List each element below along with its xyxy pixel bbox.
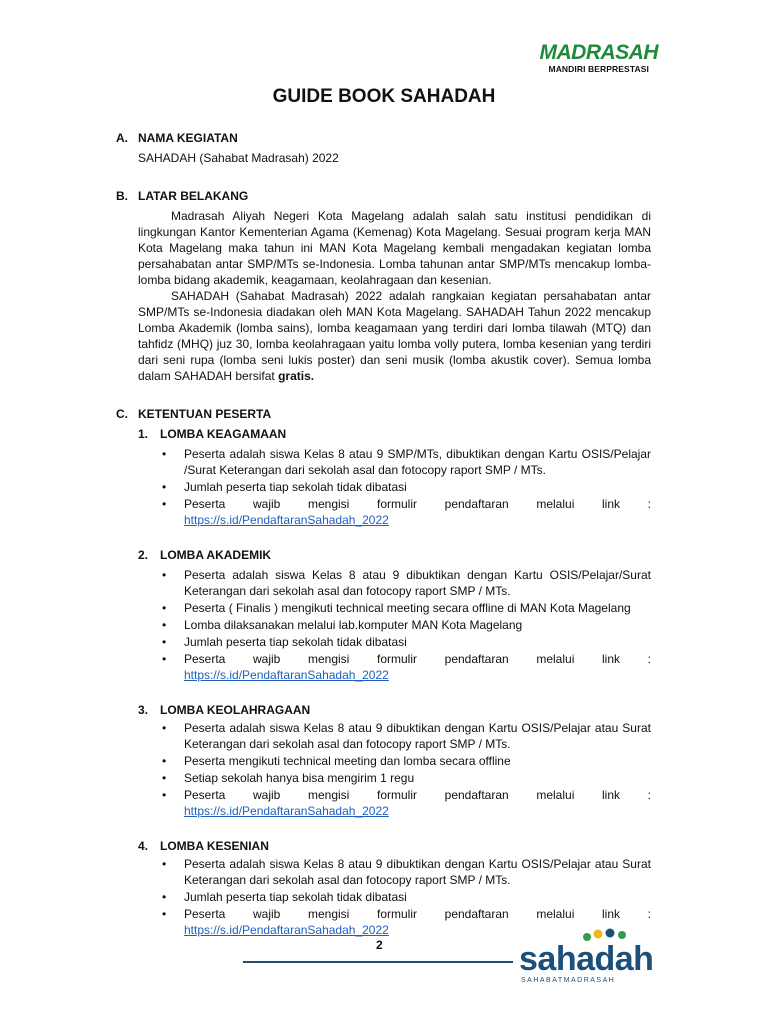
section-a-heading [116, 130, 651, 146]
list-item: • Peserta mengikuti technical meeting dan lomba secara offline [184, 753, 651, 769]
section-a-text: SAHADAH (Sahabat Madrasah) 2022 [138, 151, 339, 165]
list-item: • Jumlah peserta tiap sekolah tidak dibatasi [184, 479, 651, 495]
subsection-kesenian-title: LOMBA KESENIAN [160, 839, 269, 853]
list-item: • Lomba dilaksanakan melalui lab.komputer MAN Kota Magelang [184, 617, 651, 633]
subsection-keagamaan-heading [116, 426, 651, 442]
list-item: • Peserta adalah siswa Kelas 8 atau 9 dibuktikan dengan Kartu OSIS/Pelajar/Surat Keterangan dari sekolah asal dan fotocopy raport SMP / MTs. [184, 567, 651, 599]
subsection-keagamaan-num: 1. [138, 427, 149, 441]
list-item: • Peserta ( Finalis ) mengikuti technical meeting secara offline di MAN Kota Magelang [184, 600, 651, 616]
subsection-akademik-title: LOMBA AKADEMIK [160, 548, 272, 562]
registration-text: • Peserta wajib mengisi formulir pendaftaran melalui link : [184, 652, 651, 666]
subsection-keolahragaan-title: LOMBA KEOLAHRAGAAN [160, 703, 311, 717]
list-item: • Jumlah peserta tiap sekolah tidak dibatasi [184, 889, 651, 905]
background-paragraph-2 [116, 288, 651, 384]
section-a-letter: A. [116, 131, 128, 145]
sahadah-logo [519, 928, 659, 988]
registration-link[interactable]: https://s.id/PendaftaranSahadah_2022 [184, 923, 389, 937]
document-body [116, 130, 651, 939]
section-c-title: KETENTUAN PESERTA [138, 407, 272, 421]
section-a-title: NAMA KEGIATAN [138, 131, 238, 145]
section-c-letter: C. [116, 407, 128, 421]
registration-text: • Peserta wajib mengisi formulir pendaftaran melalui link : [184, 788, 651, 802]
footer-divider [243, 961, 513, 963]
background-paragraph-2-text: SAHADAH (Sahabat Madrasah) 2022 adalah rangkaian kegiatan persahabatan antar SMP/MTs se-Indonesia diadakan oleh MAN Kota Magelang. SAHADAH Tahun 2022 mencakup Lomba Akademik (lomba sains), lomba keagamaan yang terdiri dari lomba tilawah (MTQ) dan tahfidz (MHQ) juz 30, lomba keolahragaan yaitu lomba volly putera, lomba kesenian yang terdiri dari seni rupa (lomba seni lukis poster) dan seni musik (lomba akustik cover). Semua lomba dalam SAHADAH bersifat [138, 289, 651, 383]
sahadah-logo-subtitle: SAHABATMADRASAH [521, 977, 616, 984]
list-item [184, 651, 651, 683]
sahadah-logo-word: sahadah [519, 940, 654, 978]
akademik-list [116, 567, 651, 683]
registration-link[interactable]: https://s.id/PendaftaranSahadah_2022 [184, 804, 389, 818]
document-title: GUIDE BOOK SAHADAH [272, 86, 496, 107]
list-item: • Peserta adalah siswa Kelas 8 atau 9 dibuktikan dengan Kartu OSIS/Pelajar atau Surat Keterangan dari sekolah asal dan fotocopy raport SMP / MTs. [184, 720, 651, 752]
registration-text: • Peserta wajib mengisi formulir pendaftaran melalui link : [184, 907, 651, 921]
list-item [184, 496, 651, 528]
subsection-keolahragaan-heading [116, 702, 651, 718]
subsection-kesenian-num: 4. [138, 839, 149, 853]
list-item: • Setiap sekolah hanya bisa mengirim 1 regu [184, 770, 651, 786]
list-item: • Jumlah peserta tiap sekolah tidak dibatasi [184, 634, 651, 650]
section-b-heading [116, 188, 651, 204]
subsection-keagamaan-title: LOMBA KEAGAMAAN [160, 427, 287, 441]
section-b-title: LATAR BELAKANG [138, 189, 249, 203]
madrasah-logo [540, 42, 659, 74]
registration-link[interactable]: https://s.id/PendaftaranSahadah_2022 [184, 513, 389, 527]
subsection-akademik-heading [116, 547, 651, 563]
madrasah-tagline: MANDIRI BERPRESTASI [548, 64, 649, 74]
subsection-keolahragaan-num: 3. [138, 703, 149, 717]
section-b-letter: B. [116, 189, 128, 203]
keagamaan-list [116, 446, 651, 528]
section-c-heading [116, 406, 651, 422]
background-paragraph-2-bold: gratis. [278, 369, 315, 383]
registration-text: • Peserta wajib mengisi formulir pendaftaran melalui link : [184, 497, 651, 511]
background-paragraph-1: Madrasah Aliyah Negeri Kota Magelang adalah salah satu institusi pendidikan di lingkungan Kantor Kementerian Agama (Kemenag) Kota Magelang. Sesuai program kerja MAN Kota Magelang maka tahun ini MAN Kota Magelang kembali mengadakan kegiatan lomba persahabatan antar SMP/MTs se-Indonesia. Lomba tahunan antar SMP/MTs mencakup lomba-lomba bidang akademik, keagamaan, keolahragaan dan kesenian. [138, 209, 651, 287]
page-number: 2 [376, 938, 383, 952]
list-item: • Peserta adalah siswa Kelas 8 atau 9 dibuktikan dengan Kartu OSIS/Pelajar atau Surat Keterangan dari sekolah asal dan fotocopy raport SMP / MTs. [184, 856, 651, 888]
list-item: • Peserta adalah siswa Kelas 8 atau 9 SMP/MTs, dibuktikan dengan Kartu OSIS/Pelajar /Surat Keterangan dari sekolah asal dan fotocopy raport SMP / MTs. [184, 446, 651, 478]
madrasah-brand-text: MADRASAH [539, 41, 658, 64]
subsection-kesenian-heading [116, 838, 651, 854]
list-item [184, 787, 651, 819]
registration-link[interactable]: https://s.id/PendaftaranSahadah_2022 [184, 668, 389, 682]
keolahragaan-list [116, 720, 651, 819]
kesenian-list [116, 856, 651, 938]
subsection-akademik-num: 2. [138, 548, 149, 562]
